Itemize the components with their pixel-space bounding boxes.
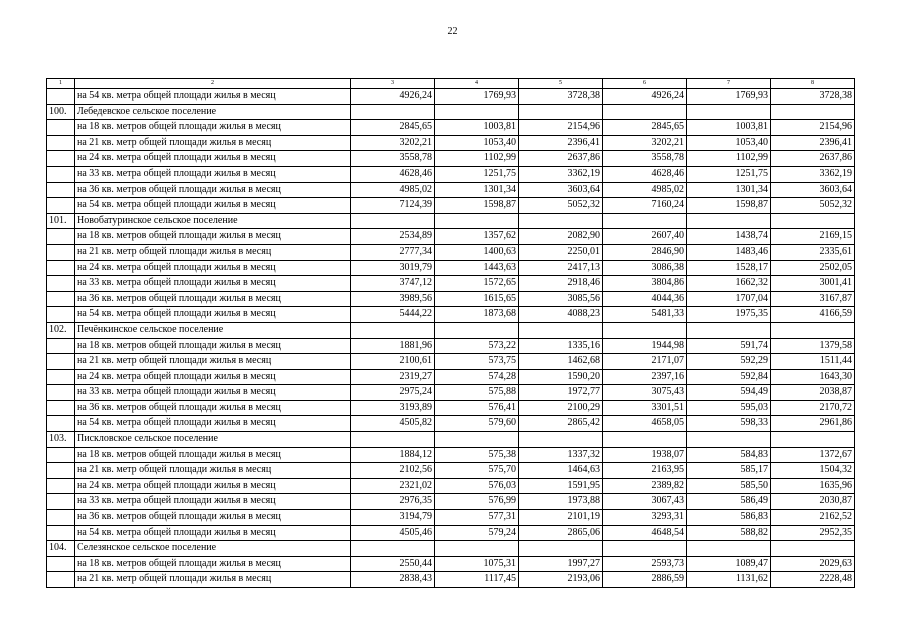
settlement-row [47, 104, 855, 120]
value-cell: 3603,64 [771, 182, 855, 198]
value-cell: 2101,19 [519, 510, 603, 526]
empty-index-cell [47, 416, 75, 432]
empty-cell [603, 213, 687, 229]
value-cell: 3001,41 [771, 276, 855, 292]
value-cell: 575,88 [435, 385, 519, 401]
value-cell: 2250,01 [519, 244, 603, 260]
row-label: на 18 кв. метров общей площади жилья в месяц [75, 338, 351, 354]
empty-index-cell [47, 354, 75, 370]
row-label: на 18 кв. метров общей площади жилья в месяц [75, 229, 351, 245]
value-cell: 2502,05 [771, 260, 855, 276]
value-cell: 1504,32 [771, 463, 855, 479]
empty-cell [603, 541, 687, 557]
value-cell: 1251,75 [687, 166, 771, 182]
value-cell: 1337,32 [519, 447, 603, 463]
settlement-index: 104. [47, 541, 75, 557]
row-label: на 36 кв. метров общей площади жилья в месяц [75, 400, 351, 416]
value-cell: 2952,35 [771, 525, 855, 541]
value-cell: 5481,33 [603, 307, 687, 323]
empty-cell [351, 213, 435, 229]
value-cell: 1769,93 [687, 89, 771, 105]
value-cell: 576,99 [435, 494, 519, 510]
value-cell: 2865,06 [519, 525, 603, 541]
value-cell: 4628,46 [603, 166, 687, 182]
empty-index-cell [47, 369, 75, 385]
value-cell: 5052,32 [519, 198, 603, 214]
settlement-name: Пискловское сельское поселение [75, 432, 351, 448]
value-cell: 2154,96 [519, 120, 603, 136]
table-row [47, 385, 855, 401]
row-label: на 54 кв. метра общей площади жилья в месяц [75, 198, 351, 214]
value-cell: 3747,12 [351, 276, 435, 292]
empty-cell [603, 432, 687, 448]
value-cell: 2169,15 [771, 229, 855, 245]
value-cell: 2319,27 [351, 369, 435, 385]
value-cell: 1301,34 [687, 182, 771, 198]
value-cell: 2228,48 [771, 572, 855, 588]
settlement-index: 101. [47, 213, 75, 229]
value-cell: 1443,63 [435, 260, 519, 276]
empty-cell [435, 104, 519, 120]
empty-index-cell [47, 307, 75, 323]
table-row [47, 166, 855, 182]
row-label: на 21 кв. метр общей площади жилья в месяц [75, 354, 351, 370]
row-label: на 24 кв. метра общей площади жилья в месяц [75, 478, 351, 494]
value-cell: 1053,40 [687, 135, 771, 151]
empty-index-cell [47, 510, 75, 526]
table-row [47, 572, 855, 588]
value-cell: 3202,21 [603, 135, 687, 151]
value-cell: 1511,44 [771, 354, 855, 370]
empty-index-cell [47, 151, 75, 167]
value-cell: 1598,87 [687, 198, 771, 214]
row-label: на 33 кв. метра общей площади жилья в месяц [75, 385, 351, 401]
empty-cell [687, 322, 771, 338]
empty-index-cell [47, 385, 75, 401]
value-cell: 1591,95 [519, 478, 603, 494]
column-number: 8 [771, 79, 855, 89]
table-row [47, 354, 855, 370]
value-cell: 591,74 [687, 338, 771, 354]
value-cell: 1938,07 [603, 447, 687, 463]
value-cell: 3989,56 [351, 291, 435, 307]
empty-cell [771, 104, 855, 120]
value-cell: 3085,56 [519, 291, 603, 307]
value-cell: 3202,21 [351, 135, 435, 151]
empty-cell [687, 432, 771, 448]
value-cell: 2397,16 [603, 369, 687, 385]
value-cell: 1972,77 [519, 385, 603, 401]
value-cell: 2417,13 [519, 260, 603, 276]
value-cell: 585,50 [687, 478, 771, 494]
settlement-index: 100. [47, 104, 75, 120]
empty-index-cell [47, 260, 75, 276]
table-row [47, 151, 855, 167]
value-cell: 1944,98 [603, 338, 687, 354]
value-cell: 1643,30 [771, 369, 855, 385]
value-cell: 2845,65 [351, 120, 435, 136]
value-cell: 4985,02 [351, 182, 435, 198]
value-cell: 1528,17 [687, 260, 771, 276]
empty-index-cell [47, 338, 75, 354]
value-cell: 576,03 [435, 478, 519, 494]
value-cell: 3067,43 [603, 494, 687, 510]
value-cell: 4648,54 [603, 525, 687, 541]
empty-index-cell [47, 494, 75, 510]
empty-index-cell [47, 244, 75, 260]
table-row [47, 89, 855, 105]
value-cell: 2865,42 [519, 416, 603, 432]
value-cell: 1075,31 [435, 556, 519, 572]
row-label: на 24 кв. метра общей площади жилья в месяц [75, 369, 351, 385]
empty-index-cell [47, 400, 75, 416]
settlement-index: 102. [47, 322, 75, 338]
empty-cell [687, 104, 771, 120]
empty-index-cell [47, 198, 75, 214]
value-cell: 1372,67 [771, 447, 855, 463]
value-cell: 2389,82 [603, 478, 687, 494]
value-cell: 3075,43 [603, 385, 687, 401]
value-cell: 1483,46 [687, 244, 771, 260]
row-label: на 54 кв. метра общей площади жилья в месяц [75, 525, 351, 541]
value-cell: 2838,43 [351, 572, 435, 588]
value-cell: 592,29 [687, 354, 771, 370]
empty-cell [519, 104, 603, 120]
value-cell: 3362,19 [771, 166, 855, 182]
row-label: на 54 кв. метра общей площади жилья в месяц [75, 416, 351, 432]
row-label: на 33 кв. метра общей площади жилья в месяц [75, 166, 351, 182]
value-cell: 4926,24 [603, 89, 687, 105]
tariff-table [46, 78, 855, 588]
value-cell: 1598,87 [435, 198, 519, 214]
value-cell: 2321,02 [351, 478, 435, 494]
value-cell: 5052,32 [771, 198, 855, 214]
row-label: на 33 кв. метра общей площади жилья в месяц [75, 276, 351, 292]
value-cell: 7160,24 [603, 198, 687, 214]
value-cell: 3167,87 [771, 291, 855, 307]
value-cell: 1662,32 [687, 276, 771, 292]
value-cell: 2637,86 [519, 151, 603, 167]
value-cell: 4166,59 [771, 307, 855, 323]
value-cell: 586,49 [687, 494, 771, 510]
row-label: на 18 кв. метров общей площади жилья в месяц [75, 447, 351, 463]
value-cell: 584,83 [687, 447, 771, 463]
value-cell: 592,84 [687, 369, 771, 385]
value-cell: 2193,06 [519, 572, 603, 588]
settlement-name: Печёнкинское сельское поселение [75, 322, 351, 338]
value-cell: 3301,51 [603, 400, 687, 416]
value-cell: 2396,41 [771, 135, 855, 151]
value-cell: 2029,63 [771, 556, 855, 572]
value-cell: 3019,79 [351, 260, 435, 276]
empty-cell [435, 213, 519, 229]
column-number: 1 [47, 79, 75, 89]
value-cell: 574,28 [435, 369, 519, 385]
column-number: 4 [435, 79, 519, 89]
value-cell: 3558,78 [351, 151, 435, 167]
value-cell: 1003,81 [435, 120, 519, 136]
empty-cell [771, 322, 855, 338]
value-cell: 2637,86 [771, 151, 855, 167]
column-number: 3 [351, 79, 435, 89]
page-number: 22 [447, 26, 458, 37]
empty-cell [519, 432, 603, 448]
empty-cell [519, 213, 603, 229]
value-cell: 1357,62 [435, 229, 519, 245]
value-cell: 3804,86 [603, 276, 687, 292]
value-cell: 577,31 [435, 510, 519, 526]
column-number: 6 [603, 79, 687, 89]
value-cell: 588,82 [687, 525, 771, 541]
empty-index-cell [47, 89, 75, 105]
value-cell: 4658,05 [603, 416, 687, 432]
empty-cell [435, 322, 519, 338]
empty-cell [435, 432, 519, 448]
settlement-name: Лебедевское сельское поселение [75, 104, 351, 120]
value-cell: 1438,74 [687, 229, 771, 245]
value-cell: 1873,68 [435, 307, 519, 323]
value-cell: 586,83 [687, 510, 771, 526]
table-row [47, 338, 855, 354]
empty-cell [519, 322, 603, 338]
row-label: на 18 кв. метров общей площади жилья в месяц [75, 120, 351, 136]
value-cell: 1379,58 [771, 338, 855, 354]
empty-cell [351, 104, 435, 120]
table-row [47, 463, 855, 479]
value-cell: 2886,59 [603, 572, 687, 588]
value-cell: 2162,52 [771, 510, 855, 526]
empty-cell [603, 104, 687, 120]
value-cell: 595,03 [687, 400, 771, 416]
empty-index-cell [47, 120, 75, 136]
row-label: на 54 кв. метра общей площади жилья в месяц [75, 89, 351, 105]
value-cell: 1131,62 [687, 572, 771, 588]
settlement-row [47, 322, 855, 338]
table-row [47, 494, 855, 510]
value-cell: 4628,46 [351, 166, 435, 182]
table-row [47, 525, 855, 541]
value-cell: 2335,61 [771, 244, 855, 260]
value-cell: 1590,20 [519, 369, 603, 385]
value-cell: 1117,45 [435, 572, 519, 588]
value-cell: 1997,27 [519, 556, 603, 572]
value-cell: 3728,38 [519, 89, 603, 105]
empty-index-cell [47, 525, 75, 541]
row-label: на 21 кв. метр общей площади жилья в месяц [75, 572, 351, 588]
value-cell: 2534,89 [351, 229, 435, 245]
value-cell: 3193,89 [351, 400, 435, 416]
empty-cell [603, 322, 687, 338]
value-cell: 1251,75 [435, 166, 519, 182]
empty-cell [687, 213, 771, 229]
value-cell: 2845,65 [603, 120, 687, 136]
value-cell: 2100,61 [351, 354, 435, 370]
settlement-row [47, 432, 855, 448]
value-cell: 598,33 [687, 416, 771, 432]
value-cell: 1635,96 [771, 478, 855, 494]
row-label: на 21 кв. метр общей площади жилья в месяц [75, 463, 351, 479]
empty-cell [435, 541, 519, 557]
empty-index-cell [47, 463, 75, 479]
table-row [47, 291, 855, 307]
value-cell: 585,17 [687, 463, 771, 479]
empty-index-cell [47, 447, 75, 463]
row-label: на 36 кв. метров общей площади жилья в месяц [75, 182, 351, 198]
value-cell: 1102,99 [435, 151, 519, 167]
settlement-row [47, 541, 855, 557]
value-cell: 1973,88 [519, 494, 603, 510]
row-label: на 24 кв. метра общей площади жилья в месяц [75, 151, 351, 167]
value-cell: 2777,34 [351, 244, 435, 260]
value-cell: 4985,02 [603, 182, 687, 198]
value-cell: 594,49 [687, 385, 771, 401]
table-row [47, 244, 855, 260]
value-cell: 1615,65 [435, 291, 519, 307]
value-cell: 579,24 [435, 525, 519, 541]
value-cell: 575,70 [435, 463, 519, 479]
value-cell: 2082,90 [519, 229, 603, 245]
empty-cell [687, 541, 771, 557]
row-label: на 21 кв. метр общей площади жилья в месяц [75, 135, 351, 151]
empty-index-cell [47, 291, 75, 307]
empty-index-cell [47, 135, 75, 151]
column-number: 2 [75, 79, 351, 89]
value-cell: 2961,86 [771, 416, 855, 432]
value-cell: 1400,63 [435, 244, 519, 260]
row-label: на 18 кв. метров общей площади жилья в месяц [75, 556, 351, 572]
column-number: 7 [687, 79, 771, 89]
table-row [47, 369, 855, 385]
value-cell: 1707,04 [687, 291, 771, 307]
value-cell: 1053,40 [435, 135, 519, 151]
value-cell: 1464,63 [519, 463, 603, 479]
table-row [47, 510, 855, 526]
row-label: на 24 кв. метра общей площади жилья в месяц [75, 260, 351, 276]
row-label: на 54 кв. метра общей площади жилья в месяц [75, 307, 351, 323]
empty-cell [351, 541, 435, 557]
empty-cell [519, 541, 603, 557]
table-row [47, 198, 855, 214]
table-row [47, 260, 855, 276]
table-row [47, 478, 855, 494]
settlement-row [47, 213, 855, 229]
value-cell: 4505,82 [351, 416, 435, 432]
value-cell: 2038,87 [771, 385, 855, 401]
value-cell: 2154,96 [771, 120, 855, 136]
value-cell: 1003,81 [687, 120, 771, 136]
value-cell: 573,75 [435, 354, 519, 370]
table-row [47, 182, 855, 198]
value-cell: 2100,29 [519, 400, 603, 416]
value-cell: 1881,96 [351, 338, 435, 354]
value-cell: 579,60 [435, 416, 519, 432]
table-row [47, 229, 855, 245]
empty-index-cell [47, 229, 75, 245]
value-cell: 2975,24 [351, 385, 435, 401]
table-row [47, 416, 855, 432]
value-cell: 3558,78 [603, 151, 687, 167]
value-cell: 2170,72 [771, 400, 855, 416]
value-cell: 1769,93 [435, 89, 519, 105]
value-cell: 2607,40 [603, 229, 687, 245]
column-number: 5 [519, 79, 603, 89]
row-label: на 36 кв. метров общей площади жилья в месяц [75, 510, 351, 526]
value-cell: 3086,38 [603, 260, 687, 276]
settlement-name: Новобатуринское сельское поселение [75, 213, 351, 229]
value-cell: 3362,19 [519, 166, 603, 182]
empty-cell [771, 541, 855, 557]
value-cell: 3194,79 [351, 510, 435, 526]
value-cell: 7124,39 [351, 198, 435, 214]
empty-index-cell [47, 182, 75, 198]
value-cell: 4926,24 [351, 89, 435, 105]
value-cell: 2550,44 [351, 556, 435, 572]
table-row [47, 400, 855, 416]
table-row [47, 120, 855, 136]
column-number-row [47, 79, 855, 89]
table-row [47, 556, 855, 572]
row-label: на 36 кв. метров общей площади жилья в месяц [75, 291, 351, 307]
table-row [47, 307, 855, 323]
empty-index-cell [47, 166, 75, 182]
table-row [47, 447, 855, 463]
value-cell: 2846,90 [603, 244, 687, 260]
value-cell: 2976,35 [351, 494, 435, 510]
value-cell: 2171,07 [603, 354, 687, 370]
value-cell: 1089,47 [687, 556, 771, 572]
empty-cell [351, 322, 435, 338]
settlement-index: 103. [47, 432, 75, 448]
empty-index-cell [47, 572, 75, 588]
value-cell: 576,41 [435, 400, 519, 416]
row-label: на 33 кв. метра общей площади жилья в месяц [75, 494, 351, 510]
value-cell: 1462,68 [519, 354, 603, 370]
empty-index-cell [47, 556, 75, 572]
value-cell: 2030,87 [771, 494, 855, 510]
row-label: на 21 кв. метр общей площади жилья в месяц [75, 244, 351, 260]
value-cell: 1335,16 [519, 338, 603, 354]
value-cell: 4505,46 [351, 525, 435, 541]
settlement-name: Селезянское сельское поселение [75, 541, 351, 557]
value-cell: 1884,12 [351, 447, 435, 463]
value-cell: 2593,73 [603, 556, 687, 572]
value-cell: 2163,95 [603, 463, 687, 479]
value-cell: 3603,64 [519, 182, 603, 198]
value-cell: 2396,41 [519, 135, 603, 151]
table-row [47, 135, 855, 151]
value-cell: 5444,22 [351, 307, 435, 323]
value-cell: 3728,38 [771, 89, 855, 105]
value-cell: 573,22 [435, 338, 519, 354]
value-cell: 4088,23 [519, 307, 603, 323]
table-row [47, 276, 855, 292]
empty-cell [771, 432, 855, 448]
value-cell: 4044,36 [603, 291, 687, 307]
value-cell: 2918,46 [519, 276, 603, 292]
empty-index-cell [47, 478, 75, 494]
empty-index-cell [47, 276, 75, 292]
value-cell: 575,38 [435, 447, 519, 463]
empty-cell [771, 213, 855, 229]
value-cell: 1301,34 [435, 182, 519, 198]
value-cell: 3293,31 [603, 510, 687, 526]
value-cell: 2102,56 [351, 463, 435, 479]
value-cell: 1975,35 [687, 307, 771, 323]
value-cell: 1102,99 [687, 151, 771, 167]
value-cell: 1572,65 [435, 276, 519, 292]
empty-cell [351, 432, 435, 448]
